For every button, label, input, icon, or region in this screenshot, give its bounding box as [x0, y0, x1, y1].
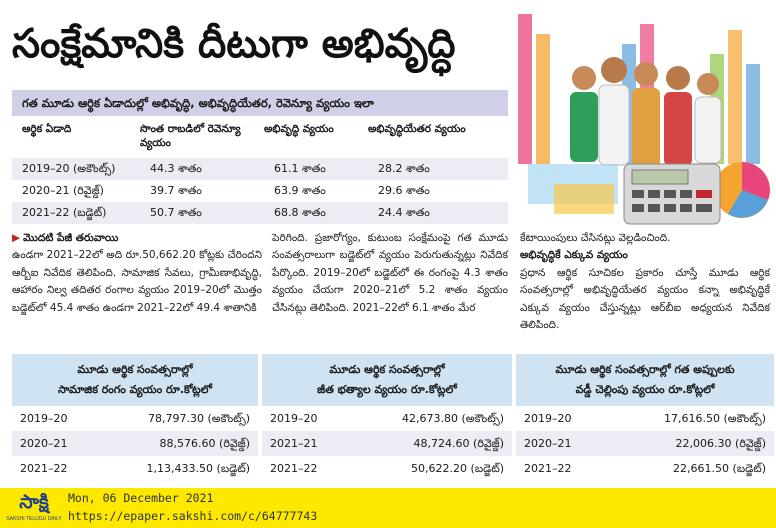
table-row — [516, 431, 774, 456]
continued-marker — [12, 230, 262, 247]
footer-bar — [0, 488, 776, 528]
year-cell: 2019–20 — [524, 412, 572, 425]
interest-payment-table — [516, 354, 774, 482]
social-sector-table — [12, 354, 258, 482]
expenditure-table — [12, 90, 508, 224]
value-cell: 88,576.60 (రివైజ్డ్) — [159, 437, 250, 450]
table-cell: 39.7 శాతం — [150, 184, 202, 197]
table-row — [262, 456, 512, 481]
table-row — [516, 406, 774, 431]
article-text: ఉండగా 2021–22లో అది రూ.50,662.20 కోట్లకు చేరిందని ఆర్బీఐ నివేదిక తెలిపింది. సామాజిక సేవలు, గ్రామీణాభివృద్ధి, ఆహారం నిల్వ తదితర రంగాల వ్యయం 2019–20లో మొత్తం బడ్జెట్‌లో 45.4 శాతం ఉండగా 2021–22లో 49.4 శాతానికి — [12, 249, 262, 314]
year-cell: 2020–21 — [524, 437, 572, 450]
table-cell: 68.8 శాతం — [274, 206, 326, 219]
table-row — [12, 456, 258, 481]
value-cell: 48,724.60 (రివైజ్డ్) — [413, 437, 504, 450]
table-cell: 2021–22 (బడ్జెట్) — [22, 206, 107, 219]
table-row — [12, 158, 508, 180]
value-cell: 22,006.30 (రివైజ్డ్) — [675, 437, 766, 450]
article-subheading: అభివృద్ధికే ఎక్కువ వ్యయం — [520, 249, 628, 262]
article-column-1 — [12, 230, 262, 317]
logo-text: సాక్షి — [19, 492, 49, 513]
table-row — [12, 202, 508, 224]
table-row — [12, 180, 508, 202]
table-cell: 61.1 శాతం — [274, 162, 326, 175]
article-column-3 — [520, 230, 770, 334]
sakshi-logo[interactable] — [6, 490, 62, 526]
value-cell: 50,622.20 (బడ్జెట్) — [411, 462, 504, 475]
value-cell: 17,616.50 (అకౌంట్స్) — [664, 412, 766, 425]
table-cell: 2020–21 (రివైజ్డ్) — [22, 184, 104, 197]
table-cell: 29.6 శాతం — [378, 184, 430, 197]
header-cell: అభివృద్ధి వ్యయం — [264, 123, 334, 135]
article-text: పెరిగింది. ప్రజారోగ్యం, కుటుంబ సంక్షేమంపై గత మూడు సంవత్సరాలుగా బడ్జెట్‌లో వ్యయం పెరుగుతున్నట్లు నివేదిక పేర్కొంది. 2019–20లో బడ్జెట్‌లో ఈ రంగంపై 4.3 శాతం వ్యయం చేయగా 2020–21లో 5.2 శాతం వ్యయం చేసినట్లు తెలిపింది. 2021–22లో 6.1 శాతం మేర — [272, 232, 508, 314]
mini-table-title-line: మూడు ఆర్థిక సంవత్సరాల్లో గత అప్పులకు — [555, 363, 735, 376]
value-cell: 1,13,433.50 (బడ్జెట్) — [146, 462, 250, 475]
table-cell: 28.2 శాతం — [378, 162, 430, 175]
table-row — [262, 406, 512, 431]
year-cell: 2021–22 — [524, 462, 572, 475]
article-text: ప్రధాన ఆర్థిక సూచికల ప్రకారం చూస్తే మూడు ఆర్థిక సంవత్సరాల్లో అభివృద్ధియేతర వ్యయం కన్నా అభివృద్ధికే ఎక్కువ వ్యయం చేస్తున్నట్లు ఆర్‌బీఐ అధ్యయన నివేదిక తెలిపింది. — [520, 266, 770, 332]
year-cell: 2020–21 — [20, 437, 68, 450]
expenditure-table-title: గత మూడు ఆర్థిక ఏడాదుల్లో అభివృద్ధి, అభివృద్ధియేతర, రెవెన్యూ వ్యయం ఇలా — [12, 90, 508, 116]
mini-table-title — [262, 354, 512, 406]
value-cell: 78,797.30 (అకౌంట్స్) — [148, 412, 250, 425]
logo-subtext: SAKSHI TELUGU DAILY — [6, 516, 62, 522]
table-row — [516, 456, 774, 481]
headline: సంక్షేమానికి దీటుగా అభివృద్ధి — [12, 21, 456, 67]
continued-marker-text: మొదటి పేజీ తరువాయి — [23, 232, 119, 244]
mini-table-title-line: మూడు ఆర్థిక సంవత్సరాల్లో — [77, 363, 193, 376]
table-row — [12, 431, 258, 456]
header-cell: ఆర్థిక ఏడాది — [22, 123, 72, 135]
table-cell: 50.7 శాతం — [150, 206, 202, 219]
header-cell: అభివృద్ధియేతర వ్యయం — [368, 123, 466, 135]
value-cell: 22,661.50 (బడ్జెట్) — [673, 462, 766, 475]
year-cell: 2019–20 — [20, 412, 68, 425]
year-cell: 2021–22 — [20, 462, 68, 475]
expenditure-table-header — [12, 116, 508, 158]
table-row — [12, 406, 258, 431]
value-cell: 42,673.80 (అకౌంట్స్) — [402, 412, 504, 425]
year-cell: 2019–20 — [270, 412, 318, 425]
article-column-2 — [272, 230, 508, 317]
table-cell: 24.4 శాతం — [378, 206, 430, 219]
illustration-people-chart-calculator — [514, 14, 772, 232]
mini-table-title-line: సామాజిక రంగం వ్యయం రూ.కోట్లలో — [57, 383, 212, 396]
mini-table-title-line: మూడు ఆర్థిక సంవత్సరాల్లో — [329, 363, 445, 376]
mini-table-title — [12, 354, 258, 406]
publish-date: Mon, 06 December 2021 — [68, 491, 214, 505]
header-cell: సొంత రాబడిలో రెవెన్యూ వ్యయం — [140, 123, 241, 149]
table-cell: 63.9 శాతం — [274, 184, 326, 197]
mini-table-title-line: వడ్డీ చెల్లింపు వ్యయం రూ.కోట్లలో — [575, 383, 715, 396]
table-cell: 44.3 శాతం — [150, 162, 202, 175]
mini-table-title-line: జీత భత్యాల వ్యయం రూ.కోట్లలో — [317, 383, 457, 396]
table-row — [262, 431, 512, 456]
salaries-table — [262, 354, 512, 482]
mini-table-title — [516, 354, 774, 406]
triangle-icon: ▶ — [12, 232, 21, 244]
table-cell: 2019–20 (అకౌంట్స్) — [22, 162, 116, 175]
year-cell: 2021–22 — [270, 462, 318, 475]
year-cell: 2021–21 — [270, 437, 318, 450]
source-url[interactable]: https://epaper.sakshi.com/c/64777743 — [68, 509, 318, 523]
article-text: కేటాయింపులు చేసినట్లు వెల్లడించింది. — [520, 232, 671, 244]
